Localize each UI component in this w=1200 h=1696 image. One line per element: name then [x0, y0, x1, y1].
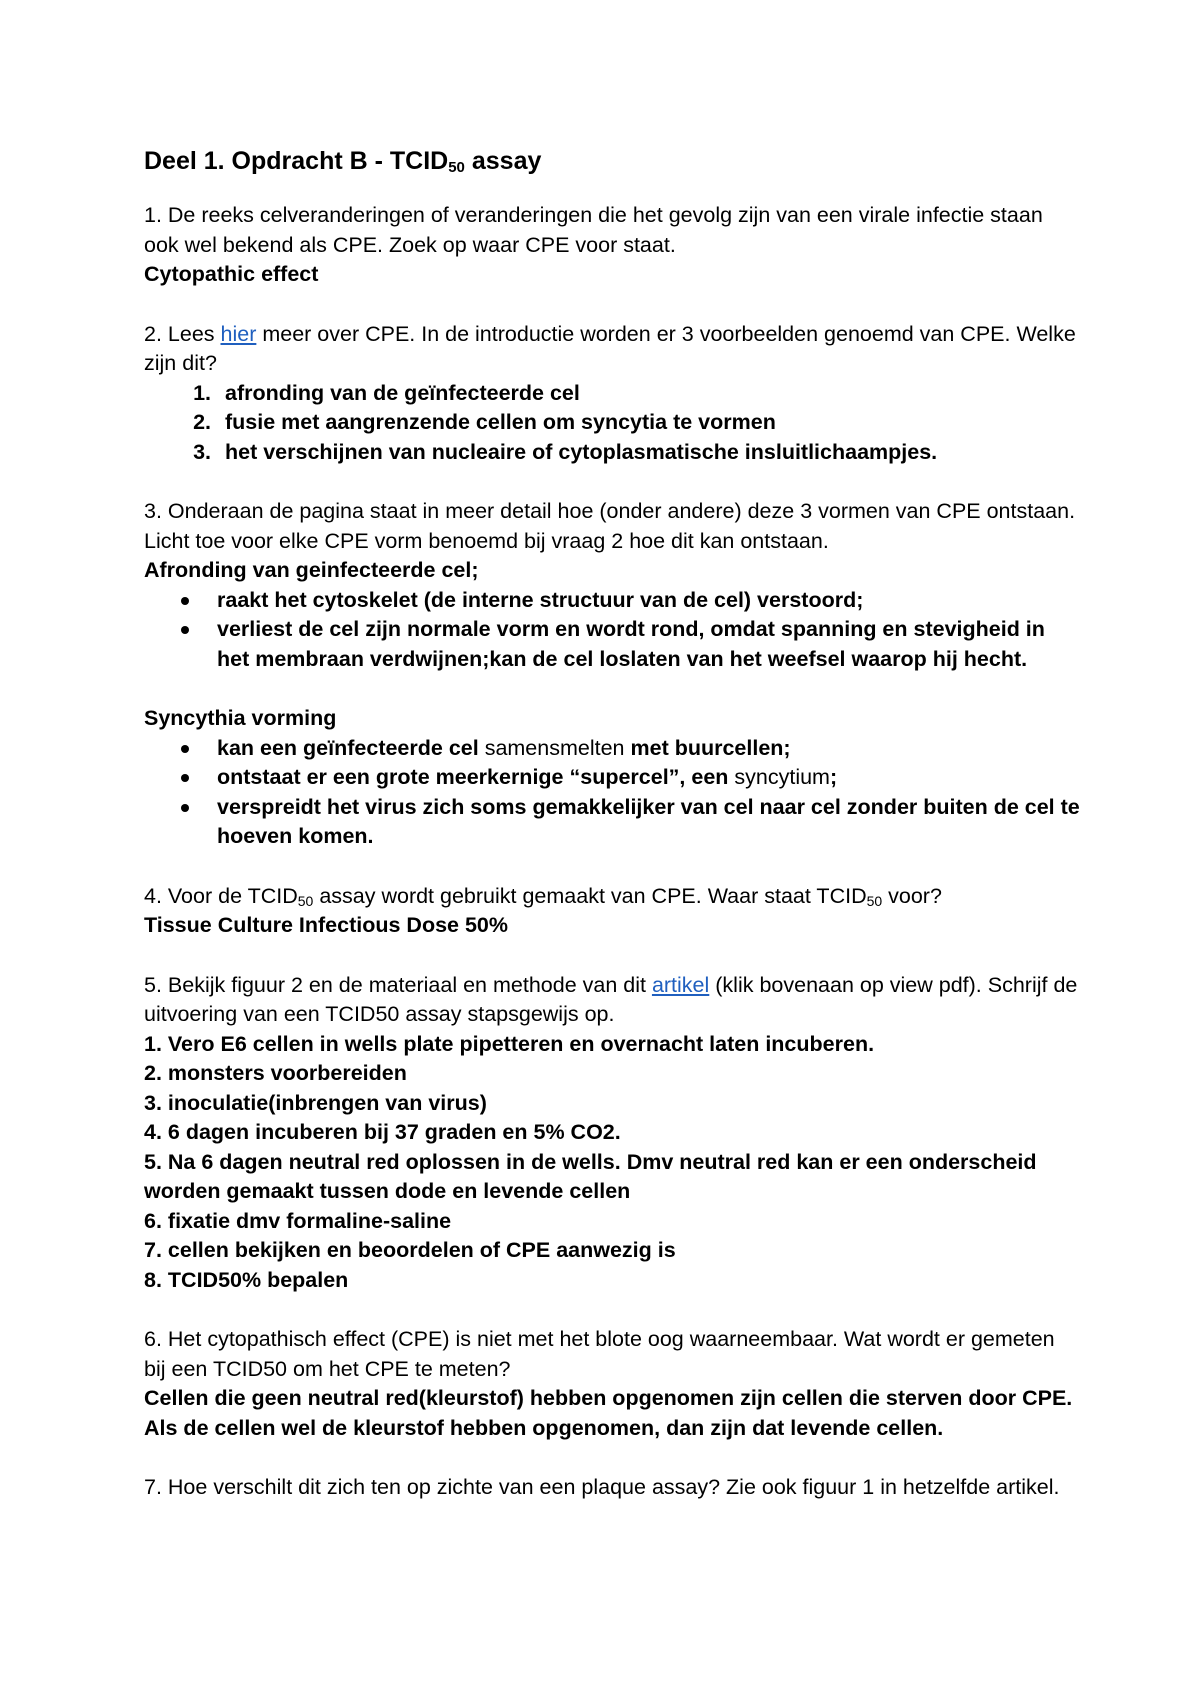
question-4: 4. Voor de $TCID_{50}$ assay wordt gebruikt gemaakt van CPE. Waar staat $TCID_{50}$ voor? — [144, 883, 942, 909]
question-1: 1. De reeks celveranderingen of veranderingen die het gevolg zijn van een virale infectie staan ook wel bekend als CPE. Zoek op waar CPE voor staat. — [144, 203, 1043, 257]
list-item: 2. fusie met aangrenzende cellen om syncytia te vormen — [217, 408, 1080, 438]
list-item: raakt het cytoskelet (de interne structuur van de cel) verstoord; — [217, 586, 1080, 616]
answer-5-step: 4. 6 dagen incuberen bij 37 graden en 5% CO2. — [144, 1120, 621, 1144]
question-2: 2. Lees hier meer over CPE. In de introductie worden er 3 voorbeelden genoemd van CPE. Welke zijn dit? — [144, 321, 1076, 375]
answer-6: Cellen die geen neutral red(kleurstof) hebben opgenomen zijn cellen die sterven door CPE. Als de cellen wel de kleurstof hebben opgenomen, dan zijn dat levende cellen. — [144, 1386, 1073, 1440]
answer-5-step: 3. inoculatie(inbrengen van virus) — [144, 1090, 487, 1115]
answer-5-step: 1. Vero E6 cellen in wells plate pipetteren en overnacht laten incuberen. — [144, 1031, 875, 1056]
document-title: Deel 1. Opdracht B - $TCID_{50}$ assay — [144, 147, 542, 176]
list-item: 1. afronding van de geïnfecteerde cel — [217, 379, 1080, 409]
list-item: 3. het verschijnen van nucleaire of cytoplasmatische insluitlichaampjes. — [217, 438, 1080, 468]
answer-3-bullets-1 — [144, 586, 1080, 675]
answer-5-step: 6. fixatie dmv formaline-saline — [144, 1208, 452, 1233]
answer-3-heading-1: Afronding van geinfecteerde cel; — [144, 558, 479, 582]
answer-3-heading-2: Syncythia vorming — [144, 706, 337, 730]
answer-1: Cytopathic effect — [144, 262, 319, 286]
answer-4: Tissue Culture Infectious Dose 50% — [144, 913, 509, 937]
answer-5-step: 5. Na 6 dagen neutral red oplossen in de wells. Dmv neutral red kan er een onderscheid worden gemaakt tussen dode en levende cellen — [144, 1149, 1037, 1203]
list-item: verliest de cel zijn normale vorm en wordt rond, omdat spanning en stevigheid in het membraan verdwijnen;kan de cel loslaten van het weefsel waarop hij hecht. — [217, 615, 1080, 674]
question-6: 6. Het cytopathisch effect (CPE) is niet met het blote oog waarneembaar. Wat wordt er gemeten bij een TCID50 om het CPE te meten? — [144, 1327, 1055, 1381]
question-5: 5. Bekijk figuur 2 en de materiaal en methode van dit artikel (klik bovenaan op view pdf). Schrijf de uitvoering van een TCID50 assay stapsgewijs op. — [144, 972, 1078, 1026]
question-7: 7. Hoe verschilt dit zich ten op zichte van een plaque assay? Zie ook figuur 1 in hetzelfde artikel. — [144, 1475, 1060, 1499]
answer-5-step: 2. monsters voorbereiden — [144, 1061, 407, 1085]
list-item: verspreidt het virus zich soms gemakkelijker van cel naar cel zonder buiten de cel te hoeven komen. — [217, 793, 1080, 852]
answer-5-step: 7. cellen bekijken en beoordelen of CPE aanwezig is — [144, 1238, 676, 1262]
answer-3-bullets-2 — [144, 734, 1080, 852]
list-item: kan een geïnfecteerde cel samensmelten met buurcellen; — [217, 734, 1080, 764]
answer-2-list — [144, 379, 1080, 468]
answer-5-step: 8. TCID50% bepalen — [144, 1267, 349, 1292]
question-3: 3. Onderaan de pagina staat in meer detail hoe (onder andere) deze 3 vormen van CPE ontstaan. Licht toe voor elke CPE vorm benoemd bij vraag 2 hoe dit kan ontstaan. — [144, 499, 1076, 553]
list-item: ontstaat er een grote meerkernige “supercel”, een syncytium; — [217, 763, 1080, 793]
artikel-link[interactable]: artikel — [651, 972, 710, 997]
hier-link[interactable]: hier — [220, 321, 257, 346]
